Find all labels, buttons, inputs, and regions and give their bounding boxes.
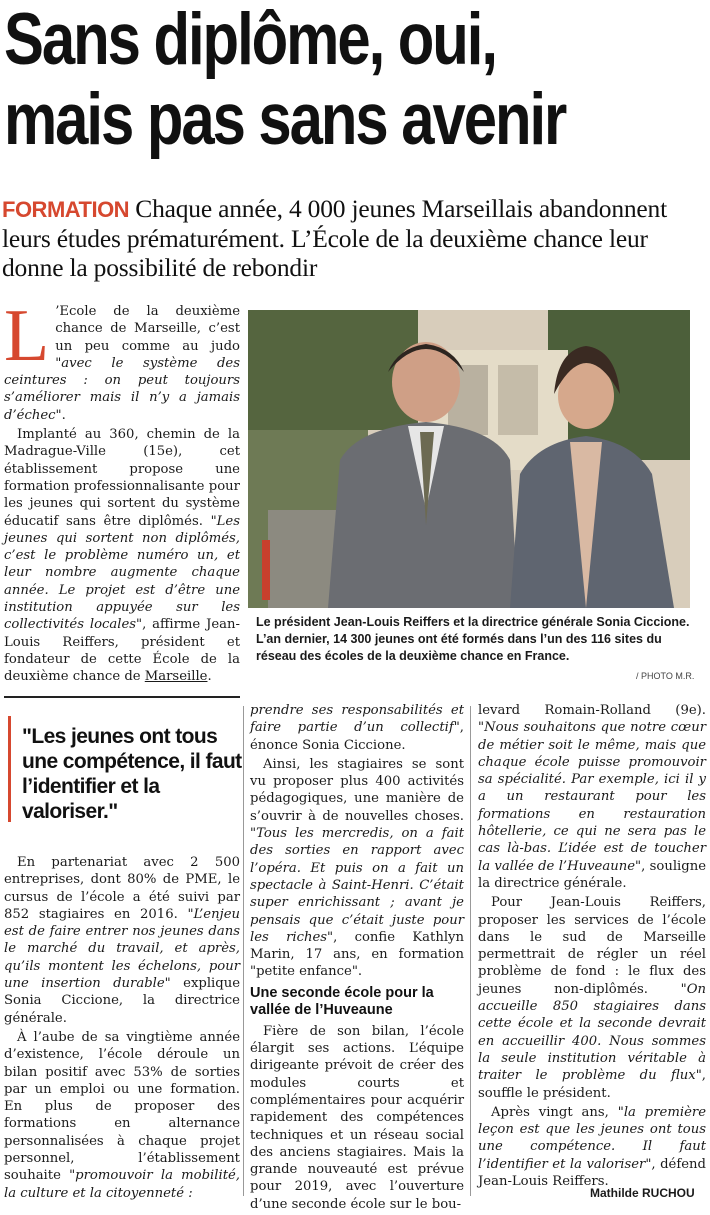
headline [4,0,580,160]
lead-text: ’Ecole de la deuxième chance de Marseille, c’est un peu comme au judo [55,304,240,354]
column-1-bottom [4,854,240,1204]
c3-p3-text-b: , défend Jean-Louis Reiffers. [478,1156,706,1190]
c2-p2-text-b: , confie Kathlyn Marin, 17 ans, en formation "petite enfance". [250,929,464,980]
c3-p2-quote: "On accueille 850 stagiaires dans cette école et la seconde devrait en accueillir 400. Nous sommes la seule institution véritable à traiter le problème du flux" [478,981,706,1084]
c2-p2-quote: "Tous les mercredis, on a fait des sorties en rapport avec l’opéra. Et puis on a fait un spectacle à Saint-Henri. C’était super enrichissant ; avant je pensais que c’était juste pour les riches" [250,826,464,945]
lead-quote: "avec le système des ceintures : on peut toujours s’améliorer mais il n’y a jamais d’échec" [4,355,240,423]
dropcap: L [4,295,50,377]
c2-p2-text: Ainsi, les stagiaires se sont vu proposer plus 400 activités pédagogiques, une manière de s’ouvrir à de nouvelles choses. [250,756,464,824]
p3-text-b: explique Sonia Ciccione, la directrice générale. [4,976,240,1026]
c3-p3-text: Après vingt ans, [491,1104,618,1120]
c3-p2-text-b: , souffle le président. [478,1068,706,1101]
c3-text: levard Romain-Rolland (9e). [478,703,706,718]
p4-text: À l’aube de sa vingtième année d’existence, l’école déroule un bilan positif avec 53% de sorties par un emploi ou une formation. En plus de proposer des formations en alternance personnalisées à chaque projet personnel, l’établissement souhaite [4,1029,240,1184]
column-3 [478,702,706,1192]
c2-text: , énonce Sonia Ciccione. [250,720,464,753]
standfirst [2,194,702,282]
column-2 [250,702,464,1215]
p2-end: . [207,669,212,685]
lead-end: . [61,407,66,423]
pull-quote: "Les jeunes ont tous une compétence, il faut l’identifier et la valoriser." [22,725,242,823]
photo-caption: Le président Jean-Louis Reiffers et la directrice générale Sonia Ciccione. L’an dernier, 14 300 jeunes ont été formés dans l’un des 116 sites du réseau des écoles de la deuxième chance en France. [256,615,690,663]
c2-p3: Fière de son bilan, l’école élargit ses actions. L’équipe dirigeante prévoit de créer des modules courts et complémentaires pour acquérir rapidement des compétences techniques et un réseau social des anciens stagiaires. Mais la grande nouveauté est prévue pour 2019, avec l’ouverture d’une seconde école sur le bou- [250,1023,464,1212]
c3-quote: "Nous souhaitons que notre cœur de métier soit le même, mais que chaque école puisse promouvoir sa spécialité. Par exemple, ici il y a un restaurant pour les formations en restauration hôtellerie, ce qui ne sera pas le cas là-bas. L’idée est de toucher la vallée de l’Huveaune" [478,720,706,874]
p3-text: En partenariat avec 2 500 entreprises, dont 80% de PME, le cursus de l’école a été suivi par 852 stagiaires en 2016. [4,855,240,922]
photo-credit: / PHOTO M.R. [636,671,695,681]
p2-text-b: , affirme Jean-Louis Reiffers, président et fondateur de cette École de la deuxième chance de [4,617,240,685]
kicker: FORMATION [2,197,130,222]
headline-line-1: Sans diplôme, oui, [4,0,496,80]
column-1-top [4,295,240,688]
p2-text: Implanté au 360, chemin de la Madrague-Ville (15e), cet établissement propose une formation professionnalisante pour les jeunes qui sortent du système éducatif sans être diplômés. [4,427,240,529]
p3-quote: "L’enjeu est de faire entrer nos jeunes dans le marché du travail, et après, qu’ils montent les échelons, pour une insertion durable" [4,906,240,992]
c3-p2-text: Pour Jean-Louis Reiffers, proposer les services de l’école dans le sud de Marseille permettrait de régler un réel problème de fond : le flux des jeunes non-diplômés. [478,895,706,997]
article-photo [248,310,690,608]
photo-illustration [248,310,690,608]
column-divider-2 [470,706,471,1196]
p4-quote: "promouvoir la mobilité, la culture et la citoyenneté : [4,1168,240,1201]
headline-line-2: mais pas sans avenir [4,79,566,160]
byline: Mathilde RUCHOU [590,1186,695,1200]
divider-rule [4,696,240,698]
c3-text-b: , souligne la directrice générale. [478,858,707,891]
subheading: Une seconde école pour la vallée de l’Huveaune [250,984,434,1018]
quote-bar [8,716,11,822]
marseille-link[interactable]: Marseille [144,669,208,685]
p2-quote: "Les jeunes qui sortent non diplômés, c’est le problème numéro un, et leur nombre augmente chaque année. Le projet est d’être une institution appuyée sur les collectivités locales" [4,513,240,633]
c2-quote-1: prendre ses responsabilités et faire partie d’un collectif" [250,703,464,736]
standfirst-text: Chaque année, 4 000 jeunes Marseillais abandonnent leurs études prématurément. L’École de la deuxième chance leur donne la possibilité de rebondir [2,194,667,282]
c3-p3-quote: "la première leçon est que les jeunes ont tous une compétence. Il faut l’identifier et la valoriser" [478,1104,706,1172]
column-divider-1 [243,706,244,1196]
